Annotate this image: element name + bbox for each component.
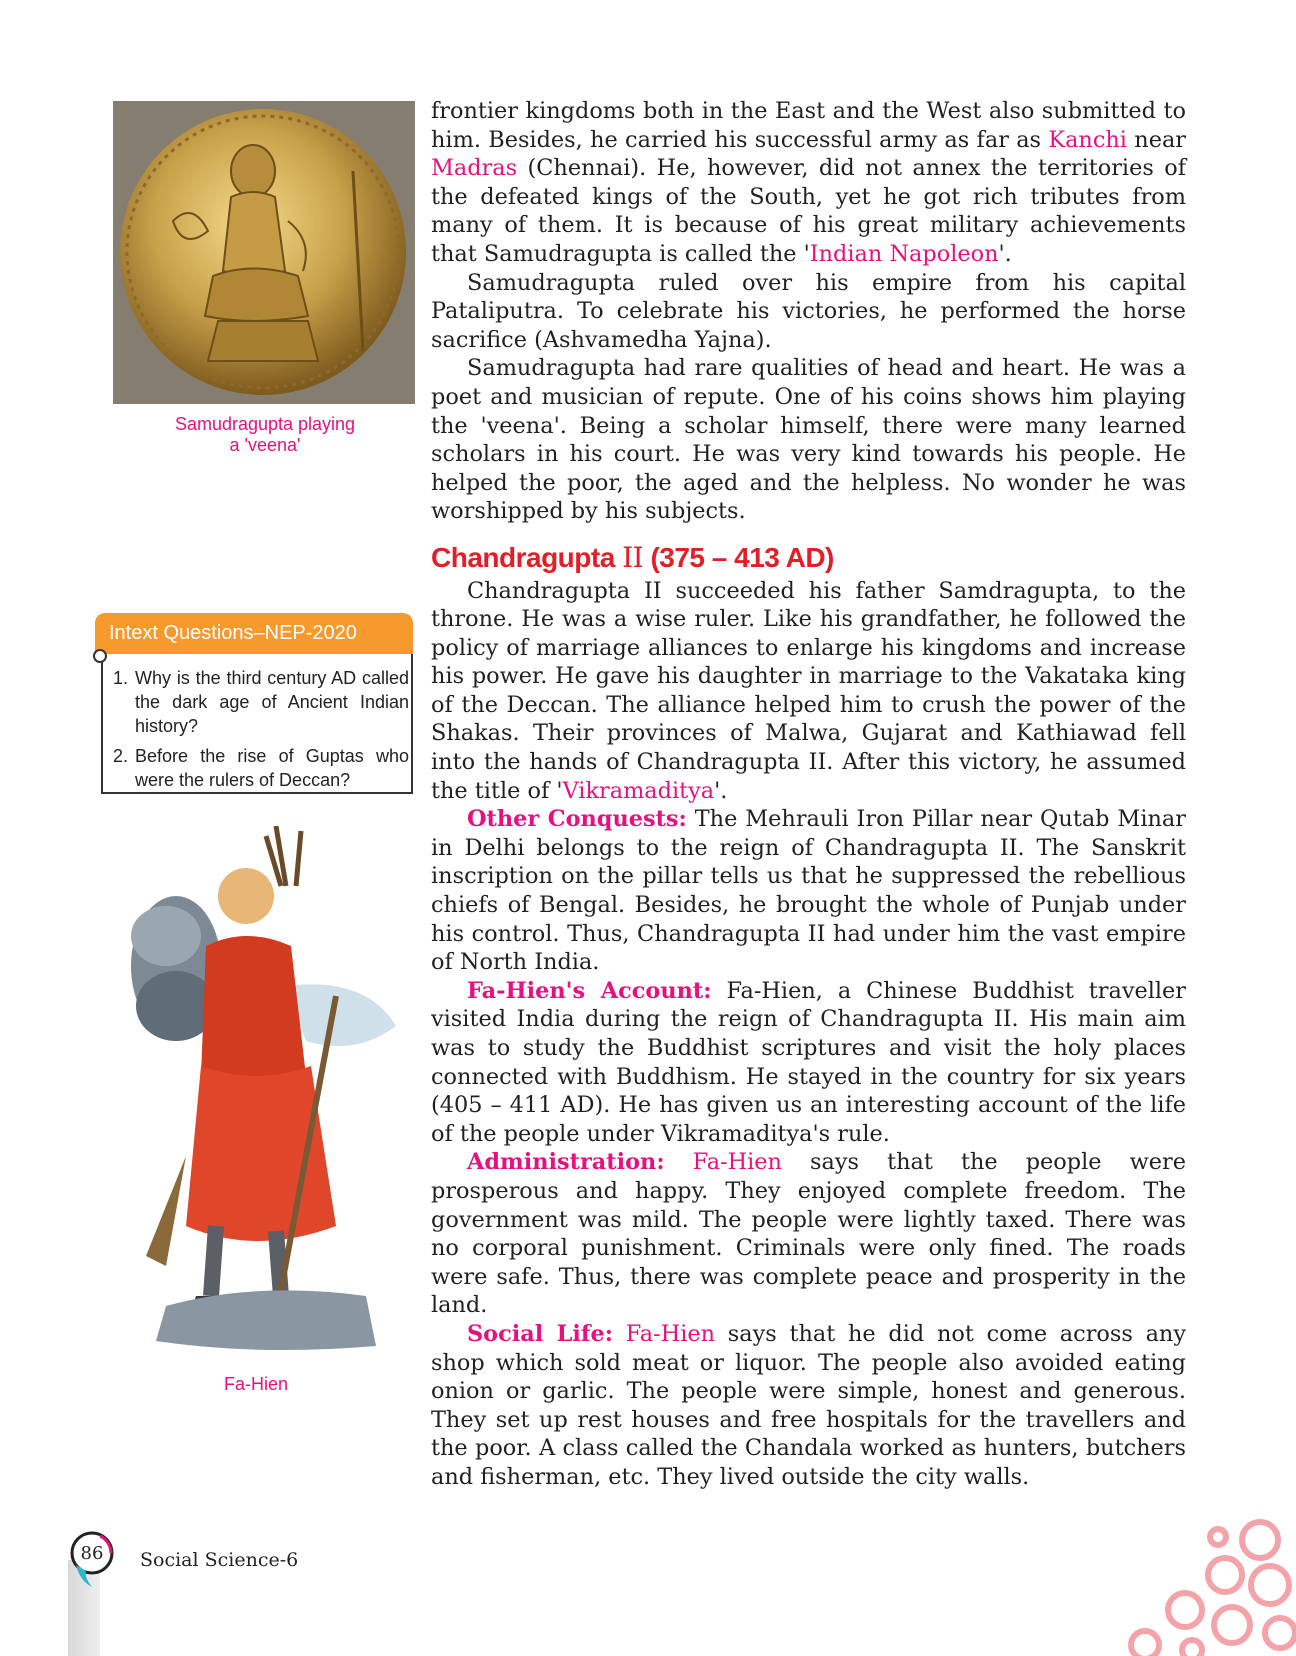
question-text: Before the rise of Guptas who were the rulers of Deccan?: [135, 746, 409, 790]
intext-questions-title: Intext Questions–NEP-2020: [95, 613, 413, 654]
highlight-fahien: Fa-Hien: [664, 1149, 782, 1176]
bullet-dot-icon: [93, 649, 107, 663]
coin-caption-line2: a 'veena': [229, 435, 301, 455]
subheading-administration: Administration:: [467, 1149, 665, 1176]
paragraph: Social Life: Fa-Hien says that he did not come across any shop which sold meat or liquor. The people also avoided eating onion or garlic. The people were simple, honest and generous. They set up rest houses and free hospitals for the travellers and the poor. A class called the Chandala worked as hunters, butchers and fisherman, etc. They lived outside the city walls.: [431, 1320, 1186, 1490]
section-heading: Chandragupta II (375 – 413 AD): [431, 540, 834, 574]
highlight-fahien: Fa-Hien: [613, 1320, 716, 1347]
paragraph: frontier kingdoms both in the East and the West also submitted to him. Besides, he carried his successful army as far as Kanchi near Madras (Chennai). He, however, did not annex the territories of the defeated kings of the South, yet he got rich tributes from many of them. It is because of his great military achievements that Samudragupta is called the 'Indian Napoleon'.: [431, 98, 1186, 267]
highlight-vikramaditya: Vikramaditya: [562, 777, 715, 804]
page-number: 86: [80, 1543, 104, 1564]
paragraph: Other Conquests: The Mehrauli Iron Pillar near Qutab Minar in Delhi belongs to the reign of Chandragupta II. The Sanskrit inscription on the pillar tells us that he suppressed the rebellious chiefs of Bengal. Besides, he brought the whole of Punjab under his control. Thus, Chandragupta II had under him the vast empire of North India.: [431, 806, 1186, 976]
paragraph: Chandragupta II succeeded his father Samdragupta, to the throne. He was a wise ruler. Like his grandfather, he followed the policy of marriage alliances to enlarge his kingdoms and increase his power. He gave his daughter in marriage to the Vakataka king of the Deccan. The alliance helped him to crush the power of the Shakas. Their provinces of Malwa, Gujarat and Kathiawad fell into the hands of Chandragupta II. After this victory, he assumed the title of 'Vikramaditya'.: [431, 577, 1186, 804]
intext-questions-list: [113, 666, 409, 798]
highlight-indian-napoleon: Indian Napoleon: [809, 240, 999, 267]
intext-question: [113, 744, 409, 792]
question-number: 2.: [113, 746, 129, 766]
intext-question: [113, 666, 409, 738]
link-kanchi: Kanchi: [1048, 126, 1127, 153]
book-title: Social Science-6: [140, 1549, 299, 1571]
paragraph: Fa-Hien's Account: Fa-Hien, a Chinese Buddhist traveller visited India during the reign of Chandragupta II. His main aim was to study the Buddhist scriptures and visit the holy places connected with Buddhism. He stayed in the country for six years (405 – 411 AD). He has given us an interesting account of the life of the people under Vikramaditya's rule.: [431, 977, 1186, 1147]
intext-questions-box: [95, 613, 417, 794]
coin-caption-line1: Samudragupta playing: [174, 414, 356, 434]
subheading-other-conquests: Other Conquests:: [467, 806, 687, 833]
coin-caption: [140, 414, 390, 456]
question-text: Why is the third century AD called the dark age of Ancient Indian history?: [135, 668, 409, 736]
fahien-caption: Fa-Hien: [223, 1374, 289, 1394]
link-madras: Madras: [431, 155, 518, 182]
paragraph: Samudragupta ruled over his empire from his capital Pataliputra. To celebrate his victories, he performed the horse sacrifice (Ashvamedha Yajna).: [431, 269, 1186, 353]
subheading-fahien-account: Fa-Hien's Account:: [467, 977, 712, 1004]
paragraph: Administration: Fa-Hien says that the people were prosperous and happy. They enjoyed complete freedom. The government was mild. The people were lightly taxed. There was no corporal punishment. Criminals were only fined. The roads were safe. Thus, there was complete peace and prosperity in the land.: [431, 1149, 1186, 1319]
fahien-illustration: [106, 826, 406, 1361]
coin-image: [113, 101, 415, 404]
main-text-column: [431, 97, 1186, 1492]
question-number: 1.: [113, 668, 129, 688]
decorative-circles-icon: [1120, 1515, 1296, 1656]
subheading-social-life: Social Life:: [467, 1320, 614, 1347]
paragraph: Samudragupta had rare qualities of head and heart. He was a poet and musician of repute. One of his coins shows him playing the 'veena'. Being a scholar himself, there were many learned scholars in his court. He was very kind towards his people. He helped the poor, the aged and the helpless. No wonder he was worshipped by his subjects.: [431, 355, 1186, 525]
